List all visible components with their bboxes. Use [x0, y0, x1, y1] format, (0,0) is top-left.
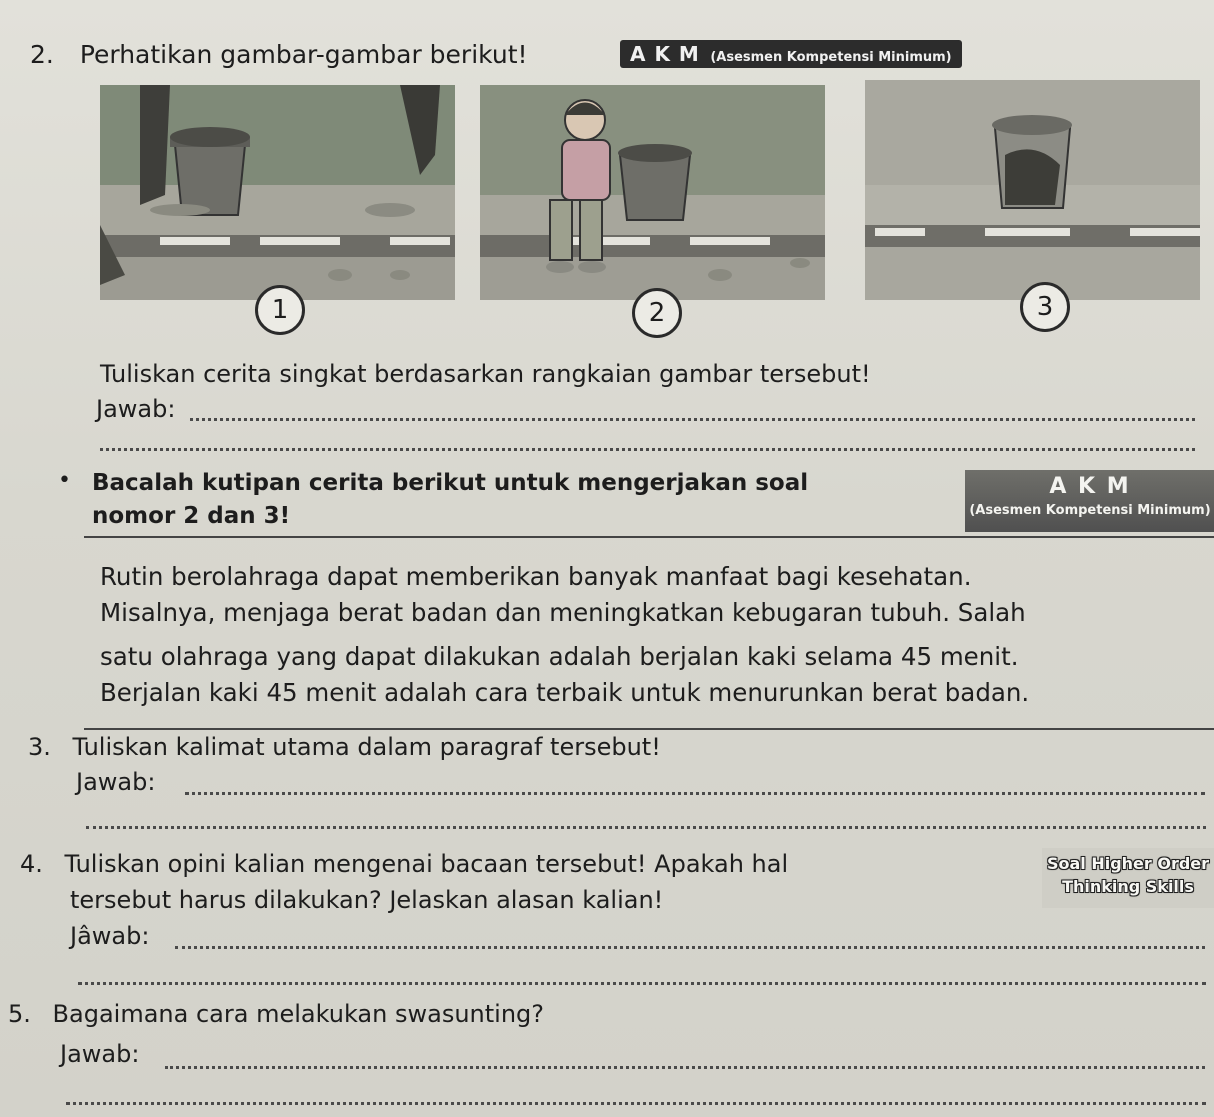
hots-badge-line-2: Thinking Skills [1062, 877, 1194, 896]
picture-panel-1 [100, 85, 455, 300]
question-3-answer-line-1[interactable] [185, 792, 1205, 795]
scene-clean-sidewalk [865, 80, 1200, 300]
question-2-number: 2. [30, 40, 54, 69]
question-3-number: 3. [28, 733, 51, 761]
akm-badge-reading-big: A K M [1049, 474, 1131, 499]
panel-2-number: 2 [632, 288, 682, 338]
akm-badge-top [620, 40, 962, 68]
question-3-answer-line-2[interactable] [86, 826, 1206, 829]
question-2-instruction: Tuliskan cerita singkat berdasarkan rangkaian gambar tersebut! [100, 360, 871, 388]
question-4-line-2: tersebut harus dilakukan? Jelaskan alasan kalian! [70, 886, 664, 914]
akm-badge-reading [965, 470, 1214, 532]
bullet-dot: • [58, 468, 71, 493]
passage-line-1: Rutin berolahraga dapat memberikan banyak manfaat bagi kesehatan. [100, 562, 972, 591]
question-4-number: 4. [20, 850, 43, 878]
question-4-answer-line-2[interactable] [78, 982, 1206, 985]
question-5-answer-label: Jawab: [60, 1040, 140, 1068]
question-3-answer-label: Jawab: [76, 768, 156, 796]
passage-line-4: Berjalan kaki 45 menit adalah cara terbaik untuk menurunkan berat badan. [100, 678, 1030, 707]
passage-line-2: Misalnya, menjaga berat badan dan meningkatkan kebugaran tubuh. Salah [100, 598, 1026, 627]
question-4-answer-label: Jâwab: [70, 922, 150, 950]
passage-line-3: satu olahraga yang dapat dilakukan adalah berjalan kaki selama 45 menit. [100, 642, 1019, 671]
akm-badge-top-small: (Asesmen Kompetensi Minimum) [710, 50, 952, 65]
reading-intro-line-2: nomor 2 dan 3! [92, 503, 291, 529]
question-4-heading [20, 850, 788, 878]
question-2-text: Perhatikan gambar-gambar berikut! [79, 40, 528, 69]
hots-badge [1042, 848, 1214, 908]
question-2-answer-label: Jawab: [96, 395, 176, 423]
question-2-answer-line-2[interactable] [100, 448, 1195, 451]
scene-trash-bin-1 [100, 85, 455, 300]
question-5-text: Bagaimana cara melakukan swasunting? [52, 1000, 545, 1028]
scene-child-picking-trash [480, 85, 825, 300]
akm-badge-reading-small: (Asesmen Kompetensi Minimum) [969, 503, 1211, 518]
akm-badge-top-big: A K M [630, 42, 700, 66]
picture-panel-2 [480, 85, 825, 300]
question-2-heading [30, 40, 528, 69]
question-5-heading [8, 1000, 544, 1028]
question-5-answer-line-2[interactable] [66, 1102, 1206, 1105]
question-5-number: 5. [8, 1000, 31, 1028]
panel-1-number: 1 [255, 285, 305, 335]
question-4-answer-line-1[interactable] [175, 946, 1205, 949]
question-4-line-1: Tuliskan opini kalian mengenai bacaan tersebut! Apakah hal [64, 850, 789, 878]
reading-intro-line-1: Bacalah kutipan cerita berikut untuk mengerjakan soal [92, 470, 809, 496]
question-3-heading [28, 733, 661, 761]
hots-badge-line-1: Soal Higher Order [1046, 854, 1210, 873]
panel-3-number: 3 [1020, 282, 1070, 332]
question-3-text: Tuliskan kalimat utama dalam paragraf tersebut! [72, 733, 661, 761]
question-5-answer-line-1[interactable] [165, 1066, 1205, 1069]
question-2-answer-line-1[interactable] [190, 418, 1195, 421]
picture-panel-3 [865, 80, 1200, 300]
